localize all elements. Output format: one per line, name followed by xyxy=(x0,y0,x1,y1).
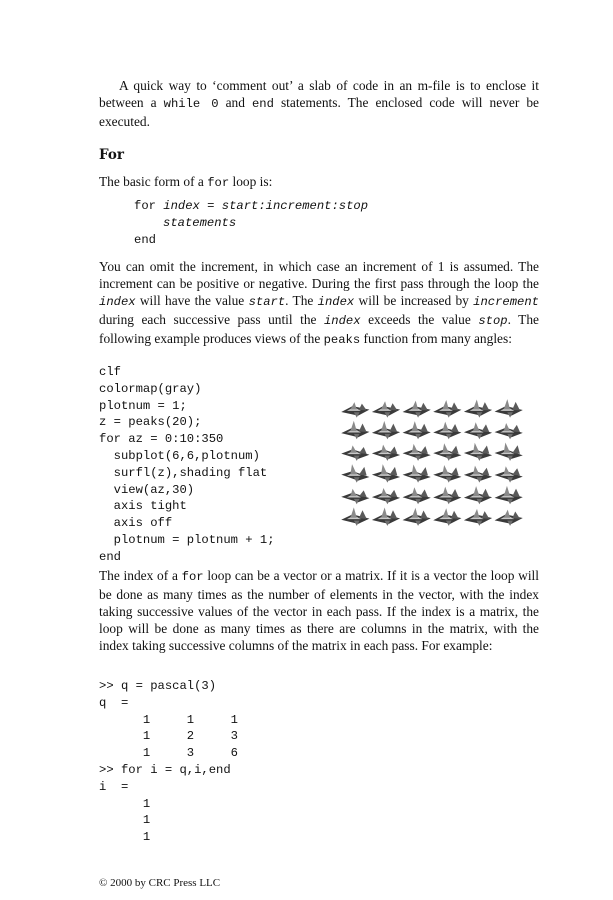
section-heading: For xyxy=(99,147,124,163)
peaks-subplot xyxy=(495,486,523,504)
peaks-subplot xyxy=(372,464,400,482)
peaks-subplot xyxy=(341,464,369,483)
explain-code-peaks: peaks xyxy=(323,333,361,347)
peaks-subplot xyxy=(403,421,431,439)
peaks-subplot xyxy=(341,489,369,505)
peaks-subplot xyxy=(464,486,492,504)
session-line: >> for i = q,i,end xyxy=(99,762,231,777)
explain-text-6: exceeds the value xyxy=(360,312,479,327)
explain-index-2: index xyxy=(317,295,355,309)
peaks-subplot xyxy=(433,400,461,418)
explain-stop: stop xyxy=(478,314,508,328)
peaks-subplot xyxy=(495,466,523,482)
intro-paragraph xyxy=(99,77,539,130)
peaks-subplot xyxy=(403,444,431,461)
peaks-subplot xyxy=(403,464,431,482)
basic-form-paragraph xyxy=(99,173,539,192)
peaks-subplot xyxy=(433,487,461,505)
session-line: 1 1 1 xyxy=(99,712,238,727)
example-code-block xyxy=(99,364,275,566)
session-line: i = xyxy=(99,779,129,794)
peaks-subplot xyxy=(464,399,492,417)
intro-code-end: end xyxy=(251,97,274,111)
matrix-text-2: loop can be a vector or a matrix. If it is a vector the loop will be done as many times as the number of elements in the vector, with the index taking successive values of the vector in each pass. If the index is a matrix, the loop will be done as many times as there are columns in the matrix, with the index taking successive columns of the matrix in each pass. For example: xyxy=(99,568,539,653)
code-line: surfl(z),shading flat xyxy=(99,465,268,480)
peaks-subplot xyxy=(341,507,369,526)
intro-code-while0: while 0 xyxy=(163,97,219,111)
explain-index-1: index xyxy=(99,295,136,309)
code-line: plotnum = 1; xyxy=(99,398,187,413)
explain-text-3: . The xyxy=(285,293,318,308)
peaks-subplot xyxy=(464,466,492,483)
peaks-subplot xyxy=(433,508,461,526)
explain-text-2: will have the value xyxy=(135,293,249,308)
explain-text-7: . The following example produces views of the xyxy=(99,312,540,346)
peaks-subplot xyxy=(403,401,431,418)
syntax-statements: statements xyxy=(163,216,237,230)
matrix-paragraph xyxy=(99,567,539,654)
code-line: colormap(gray) xyxy=(99,381,202,396)
syntax-block xyxy=(134,198,368,249)
session-line: 1 3 6 xyxy=(99,746,238,761)
matrix-code-for: for xyxy=(181,570,204,584)
peaks-subplot xyxy=(495,510,523,526)
code-line: axis off xyxy=(99,516,173,531)
session-line: q = xyxy=(99,695,129,710)
syntax-line-2 xyxy=(134,215,368,232)
explain-text-1: You can omit the increment, in which case an increment of 1 is assumed. The increment can be positive or negative. During the first pass through the loop the xyxy=(99,259,539,291)
peaks-subplot xyxy=(372,508,400,526)
code-line: axis tight xyxy=(99,499,187,514)
peaks-subplot xyxy=(341,421,369,440)
intro-text-1: A quick way to ‘comment out’ a slab of code in an m-file is to enclose it between a xyxy=(99,78,539,110)
copyright-footer: © 2000 by CRC Press LLC xyxy=(99,877,221,889)
session-line: 1 2 3 xyxy=(99,729,238,744)
code-line: z = peaks(20); xyxy=(99,415,202,430)
peaks-subplot xyxy=(464,422,492,439)
peaks-subplot xyxy=(372,488,400,504)
code-line: plotnum = plotnum + 1; xyxy=(99,532,275,547)
syntax-line-1 xyxy=(134,198,368,215)
explain-paragraph xyxy=(99,258,539,349)
peaks-subplot xyxy=(341,402,369,418)
session-line: 1 xyxy=(99,813,151,828)
peaks-subplot xyxy=(403,508,431,526)
explain-index-3: index xyxy=(323,314,361,328)
peaks-subplot xyxy=(433,465,461,483)
peaks-subplot xyxy=(372,401,400,417)
code-line: end xyxy=(99,549,121,564)
basic-form-code-for: for xyxy=(207,176,230,190)
peaks-subplot xyxy=(433,422,461,440)
basic-form-text-1: The basic form of a xyxy=(99,174,208,189)
session-line: >> q = pascal(3) xyxy=(99,679,217,693)
code-line: clf xyxy=(99,365,121,379)
session-line: 1 xyxy=(99,830,151,845)
syntax-for-keyword: for xyxy=(134,199,156,213)
peaks-subplot xyxy=(495,423,523,439)
session-block xyxy=(99,678,238,846)
code-line: view(az,30) xyxy=(99,482,195,497)
peaks-views-figure xyxy=(340,398,524,528)
peaks-subplot xyxy=(433,443,461,461)
basic-form-text-2: loop is: xyxy=(229,174,273,189)
code-line: for az = 0:10:350 xyxy=(99,432,224,447)
matrix-text-1: The index of a xyxy=(99,568,182,583)
explain-text-5: during each successive pass until the xyxy=(99,312,324,327)
peaks-subplot xyxy=(464,443,492,461)
peaks-subplot xyxy=(464,509,492,526)
explain-text-4: will be increased by xyxy=(354,293,474,308)
code-line: subplot(6,6,plotnum) xyxy=(99,448,260,463)
peaks-subplot xyxy=(341,445,369,461)
intro-text-2: and xyxy=(218,95,252,110)
explain-text-8: function from many angles: xyxy=(360,331,512,346)
intro-text-3: statements. The enclosed code will never be executed. xyxy=(99,95,539,129)
peaks-subplot xyxy=(495,399,523,417)
syntax-line-3 xyxy=(134,232,368,249)
session-line: 1 xyxy=(99,796,151,811)
peaks-subplot xyxy=(372,445,400,461)
explain-start: start xyxy=(248,295,286,309)
peaks-subplot xyxy=(403,487,431,504)
peaks-subplot xyxy=(372,421,400,439)
peaks-subplot xyxy=(495,443,523,461)
syntax-end-keyword: end xyxy=(134,233,156,247)
syntax-spec: index = start:increment:stop xyxy=(163,199,369,213)
explain-increment: increment xyxy=(473,295,539,309)
